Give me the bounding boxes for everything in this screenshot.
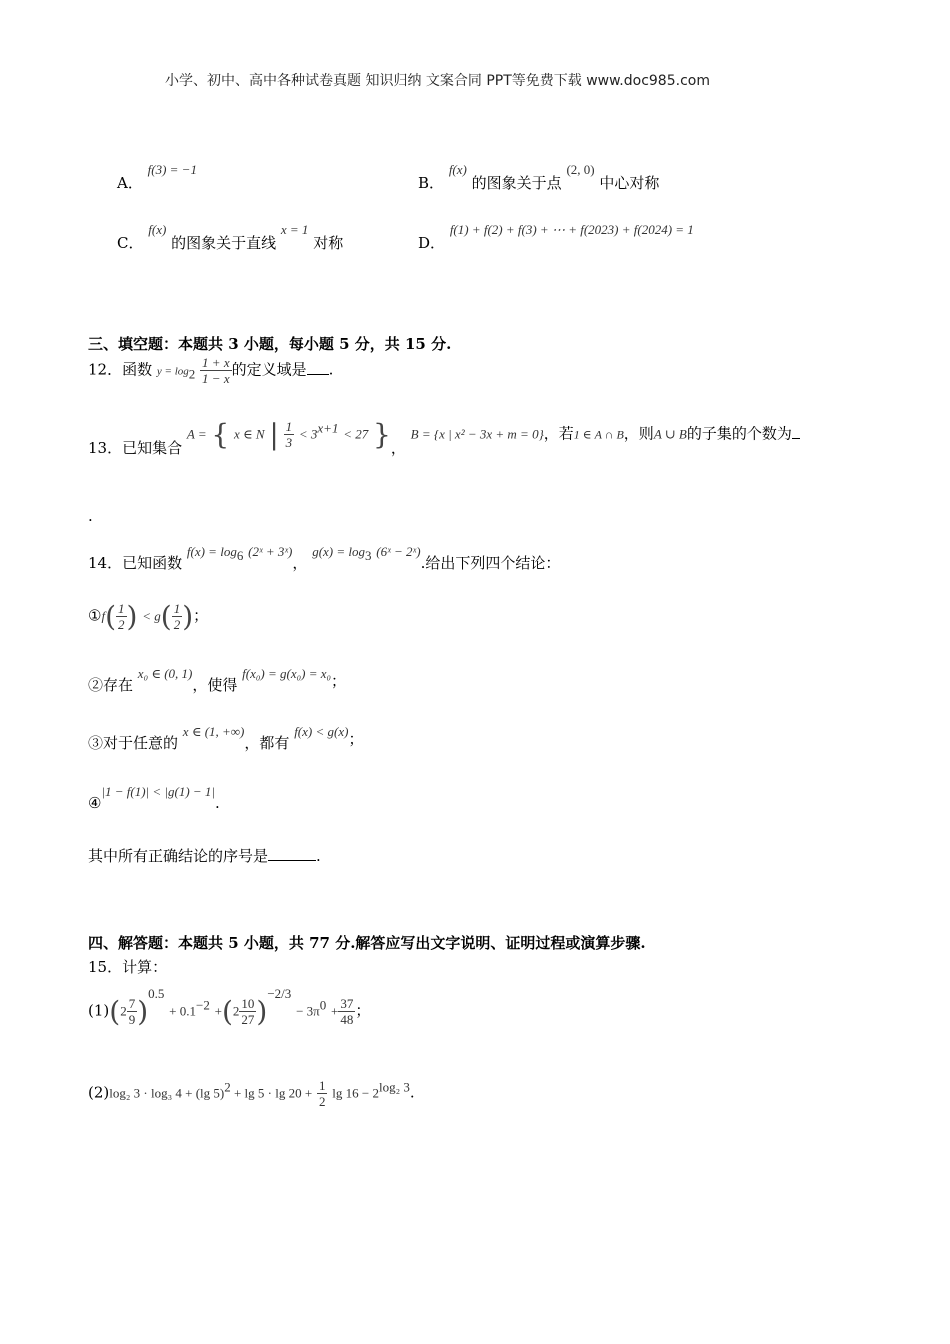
q15-part-1 [88,985,371,1028]
q14-c4-mark: ④ [88,794,102,812]
q14-conclusion-2 [88,662,347,694]
option-a-formula: f(3) = −1 [147,162,197,177]
q14-c1-paren: ( [160,600,172,633]
q14-conclusion-4 [88,782,220,812]
q14-c1-g: < g [142,608,161,624]
option-c-text2: 对称 [313,234,344,252]
q15-p1-b-exp: −2 [196,997,210,1013]
option-c-formula: f(x) [148,222,167,237]
q15-p1-a-frac [127,996,138,1027]
q14-c1-frac-b-num: 1 [173,601,181,616]
q13-cond: 1 ∈ A ∩ B [573,427,624,442]
q15-p1-c-pre: + [214,1003,222,1019]
q14-c1-frac-b [172,601,183,632]
q13-union: A ∪ B [653,426,687,442]
q14-f: f(x) = log [186,544,237,559]
q15-p1-a-num: 7 [128,996,136,1011]
q14-c3-eq: f(x) < g(x) [294,724,349,739]
q13-exponent: x+1 [317,420,339,436]
q14-c3-mid: ，都有 [244,734,290,752]
q12-func-sub: 2 [188,366,196,382]
q13-fraction-num: 1 [285,419,293,434]
option-b-formula: f(x) [448,162,467,177]
q14-g-sub: 3 [365,548,372,563]
q14-c2-mid: ，使得 [192,676,238,694]
q15-p1-e-num: 37 [340,996,354,1011]
q14-ask [88,845,321,866]
q15-p2-c-exp: log₂ 3 [378,1079,410,1095]
section4-title: 四、解答题：本题共 5 小题，共 77 分.解答应写出文字说明、证明过程或演算步骤. [88,934,646,952]
q15-pre: 计算： [122,958,168,976]
section3-title: 三、填空题：本题共 3 小题，每小题 5 分，共 15 分. [88,335,452,353]
option-b-text2: 中心对称 [599,174,660,192]
q14-conclusion-1 [88,600,208,633]
q13-setA-body1: x ∈ N [234,426,265,442]
q14-c1-mark: ① [88,606,102,625]
q15-part-2 [88,1078,415,1109]
q14-c4-eq: |1 − f(1)| < |g(1) − 1| [101,784,215,799]
q14-c2-eq: f(x₀) = g(x₀) = x₀ [242,666,332,681]
q13-if: ，若 [543,424,574,443]
option-b-label: B． [418,174,445,192]
q14-answer-blank[interactable] [268,860,316,861]
q14-c2-end: ； [331,672,347,690]
q15-p1-c-frac [239,996,256,1027]
q13-tail: . [88,507,93,525]
q12-fraction [200,355,232,386]
q13-number: 13． [88,438,123,457]
q14-c4-end: . [215,794,220,812]
q14-post: .给出下列四个结论： [420,554,561,572]
q15-p1-a-den: 9 [128,1012,136,1027]
question-14 [88,540,561,572]
q14-c2-cond: x₀ ∈ (0, 1) [137,666,193,681]
q14-c1-frac-b-den: 2 [173,617,181,632]
q13-fraction-den: 3 [285,435,293,450]
q14-g: g(x) = log [312,544,365,559]
q12-func: y = log [156,365,189,378]
option-b-text1: 的图象关于点 [471,174,562,192]
q15-p1-c-exp: −2/3 [267,985,292,1001]
question-15 [88,956,167,977]
q15-p2-a-exp: 2 [224,1079,231,1095]
q15-p2-c: lg 16 − 2 [332,1085,379,1101]
option-c-label: C． [117,234,144,252]
q14-ask-end: . [316,847,321,865]
q15-p1-d: − 3π [296,1003,320,1019]
q15-number: 15． [88,958,123,976]
q14-ask-text: 其中所有正确结论的序号是 [88,847,269,865]
option-d-formula: f(1) + f(2) + f(3) + ⋯ + f(2023) + f(2024) = 1 [449,222,694,237]
q14-c3-end: ； [348,730,364,748]
q13-setA-name: A = [186,426,207,442]
q15-p1-a-int: 2 [120,1003,127,1019]
option-c [117,218,344,252]
q12-answer-blank[interactable] [307,374,329,375]
q12-end: . [328,360,334,379]
q13-setA-body3: < 27 [343,426,369,442]
q15-p1-d-exp: 0 [319,997,327,1013]
q14-number: 14． [88,554,123,572]
q14-c1-paren: ) [126,600,138,633]
option-a-label: A． [117,174,143,192]
option-d-label: D． [418,234,446,252]
q15-p1-e-pre: + [331,1003,339,1019]
q14-c1-frac-a-num: 1 [118,601,125,616]
q15-p1-b: + 0.1 [169,1003,196,1019]
q15-p1-paren: ) [137,995,149,1028]
q14-c1-frac-a-den: 2 [118,617,125,632]
q14-g-body: (6ˣ − 2ˣ) [376,544,421,559]
q12-fraction-num: 1 + x [202,355,230,370]
q13-setA-body2: < 3 [298,426,318,442]
option-a [117,158,197,192]
q13-answer-blank[interactable] [792,438,800,439]
q13-fraction [284,419,295,450]
option-c-line: x = 1 [280,222,309,237]
q15-p1-paren: ) [256,995,268,1028]
page-header: 小学、初中、高中各种试卷真题 知识归纳 文案合同 PPT等免费下载 www.doc985.com [165,73,710,89]
q14-c1-f: f [101,608,106,624]
option-b [418,158,660,192]
q15-p2-a: log₂ 3 · log₃ 4 + (lg 5) [109,1085,225,1101]
option-b-point: (2, 0) [566,162,595,177]
q13-bar: | [269,418,279,451]
q13-post: 的子集的个数为 [686,424,792,443]
q14-f-body: (2ˣ + 3ˣ) [248,544,293,559]
option-d [418,218,694,252]
q13-setB: B = {x | x² − 3x + m = 0} [410,426,544,442]
q15-p1-label: (1) [88,1001,110,1020]
q14-comma: ， [292,554,308,572]
q14-c1-end: ； [193,606,209,625]
question-12 [88,355,333,386]
q12-post: 的定义域是 [231,360,307,379]
q15-p2-frac-den: 2 [318,1094,326,1109]
q12-fraction-den: 1 − x [202,371,230,386]
q15-p2-label: (2) [88,1083,110,1102]
q14-c1-paren: ) [182,600,194,633]
q14-c1-paren: ( [105,600,117,633]
q13-pre: 已知集合 [122,438,183,457]
q14-c3-cond: x ∈ (1, +∞) [182,724,245,739]
q14-c1-frac-a [116,601,127,632]
q14-f-sub: 6 [236,548,244,563]
q14-c3-mark: ③对于任意的 [88,734,179,752]
q15-p1-c-den: 27 [241,1012,255,1027]
q15-p2-end: . [409,1083,415,1102]
option-c-text1: 的图象关于直线 [171,234,277,252]
q15-p2-frac [317,1078,328,1109]
q14-conclusion-3 [88,720,364,752]
q13-comma: ， [390,438,406,457]
q13-brace-left: { [211,418,230,451]
q15-p1-c-int: 2 [232,1003,240,1019]
q15-p2-b: + lg 5 · lg 20 + [230,1085,313,1101]
q14-c2-mark: ②存在 [88,676,134,694]
q15-p1-paren: ( [221,995,233,1028]
q15-p1-end: ； [355,1001,371,1020]
q14-pre: 已知函数 [122,554,183,572]
q15-p2-frac-num: 1 [318,1078,326,1093]
q15-p1-e-frac [338,996,355,1027]
q15-p1-paren: ( [109,995,121,1028]
q15-p1-c-num: 10 [241,996,255,1011]
q15-p1-e-den: 48 [340,1012,354,1027]
question-13 [88,418,800,457]
q12-number: 12． [88,360,123,379]
q13-brace-right: } [373,418,391,451]
q15-p1-a-exp: 0.5 [148,985,165,1001]
q12-pre: 函数 [122,360,153,379]
q13-then: ，则 [623,424,654,443]
